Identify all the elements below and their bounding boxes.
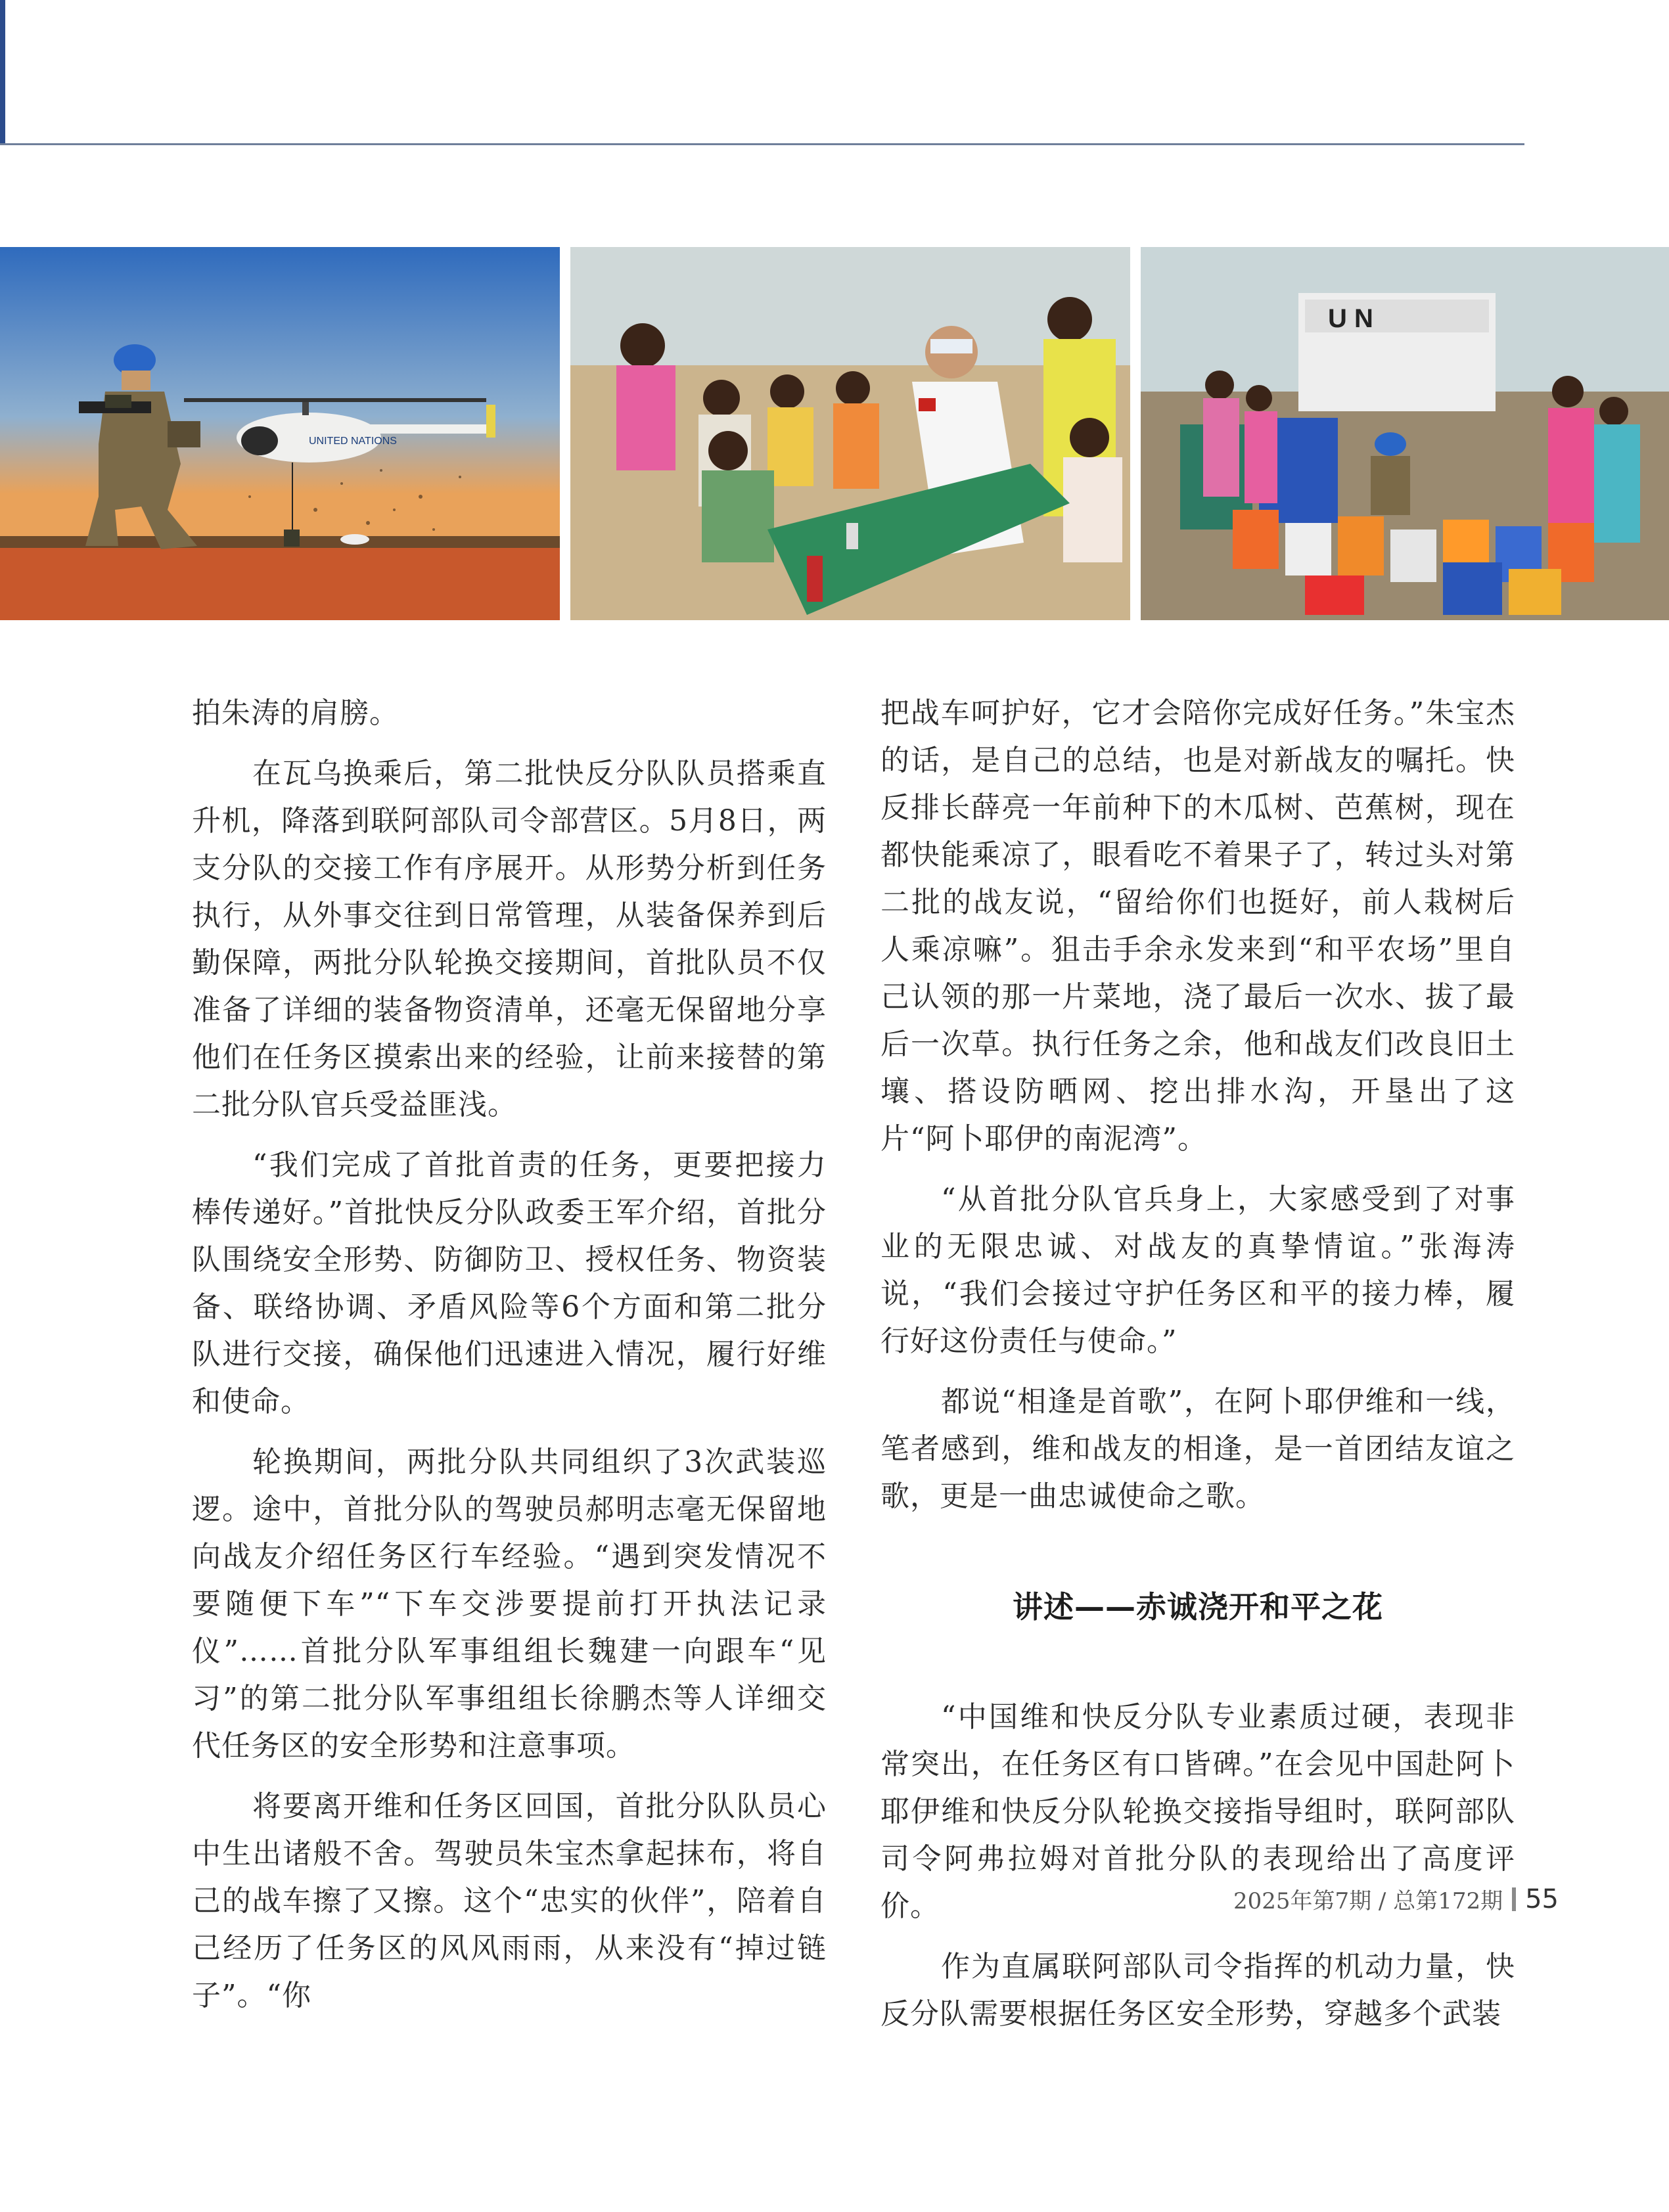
svg-text:UNITED NATIONS: UNITED NATIONS xyxy=(309,436,397,447)
medical-checkup-photo xyxy=(570,247,1130,620)
right-text-column xyxy=(880,690,1515,2051)
issue-info: 2025年第7期 / 总第172期 xyxy=(1233,1888,1503,1914)
helicopter-airdrop-photo xyxy=(0,247,560,620)
header-rule xyxy=(0,143,1524,145)
paragraph: 将要离开维和任务区回国，首批分队队员心中生出诸般不舍。驾驶员朱宝杰拿起抹布，将自己的战车擦了又擦。这个“忠实的伙伴”，陪着自己经历了任务区的风风雨雨，从来没有“掉过链子”。“你 xyxy=(192,1790,827,2012)
paragraph: 拍朱涛的肩膀。 xyxy=(192,696,399,730)
footer-separator xyxy=(1512,1887,1516,1911)
paragraph: 把战车呵护好，它才会陪你完成好任务。”朱宝杰的话，是自己的总结，也是对新战友的嘱托。快反排长薛亮一年前种下的木瓜树、芭蕉树，现在都快能乘凉了，眼看吃不着果子了，转过头对第二批的战友说，“留给你们也挺好，前人栽树后人乘凉嘛”。狙击手余永发来到“和平农场”里自己认领的那一片菜地，浇了最后一次水、拔了最后一次草。执行任务之余，他和战友们改良旧土壤、搭设防晒网、挖出排水沟，开垦出了这片“阿卜耶伊的南泥湾”。 xyxy=(880,696,1515,1156)
accent-bar xyxy=(0,0,5,145)
distant-helicopter-icon xyxy=(340,534,369,545)
paragraph: “中国维和快反分队专业素质过硬，表现非常突出，在任务区有口皆碑。”在会见中国赴阿卜耶伊维和快反分队轮换交接指导组时，联阿部队司令阿弗拉姆对首批分队的表现给出了高度评价。 xyxy=(880,1700,1515,1923)
paragraph: 轮换期间，两批分队共同组织了3次武装巡逻。途中，首批分队的驾驶员郝明志毫无保留地向战友介绍任务区行车经验。“遇到突发情况不要随便下车”“下车交涉要提前打开执法记录仪”……首批分队军事组组长魏建一向跟车“见习”的第二批分队军事组组长徐鹏杰等人详细交代任务区的安全形势和注意事项。 xyxy=(192,1445,827,1763)
medicine-bottle xyxy=(807,556,823,602)
un-truck-icon xyxy=(1298,293,1496,411)
paragraph: 都说“相逢是首歌”，在阿卜耶伊维和一线，笔者感到，维和战友的相逢，是一首团结友谊之歌，更是一曲忠诚使命之歌。 xyxy=(880,1385,1515,1513)
paragraph: “从首批分队官兵身上，大家感受到了对事业的无限忠诚、对战友的真挚情谊。”张海涛说，“我们会接过守护任务区和平的接力棒，履行好这份责任与使命。” xyxy=(880,1183,1515,1358)
left-text-column xyxy=(192,690,827,2033)
paragraph: “我们完成了首批首责的任务，更要把接力棒传递好。”首批快反分队政委王军介绍，首批分队围绕安全形势、防御防卫、授权任务、物资装备、联络协调、矛盾风险等6个方面和第二批分队进行交接，确保他们迅速进入情况，履行好维和使命。 xyxy=(192,1148,827,1418)
peacekeeper-figure xyxy=(1371,432,1410,515)
paragraph: 作为直属联阿部队司令指挥的机动力量，快反分队需要根据任务区安全形势，穿越多个武装 xyxy=(880,1950,1515,2031)
svg-text:U N: U N xyxy=(1328,304,1373,333)
page-number: 55 xyxy=(1525,1884,1559,1914)
paragraph: 在瓦乌换乘后，第二批快反分队队员搭乘直升机，降落到联阿部队司令部营区。5月8日，两支分队的交接工作有序展开。从形势分析到任务执行，从外事交往到日常管理，从装备保养到后勤保障，两批分队轮换交接期间，首批队员不仅准备了详细的装备物资清单，还毫无保留地分享他们在任务区摸索出来的经验，让前来接替的第二批分队官兵受益匪浅。 xyxy=(192,757,827,1121)
section-heading: 讲述——赤诚浇开和平之花 xyxy=(1013,1589,1383,1625)
page-footer xyxy=(1233,1883,1559,1915)
water-distribution-photo xyxy=(1141,247,1669,620)
